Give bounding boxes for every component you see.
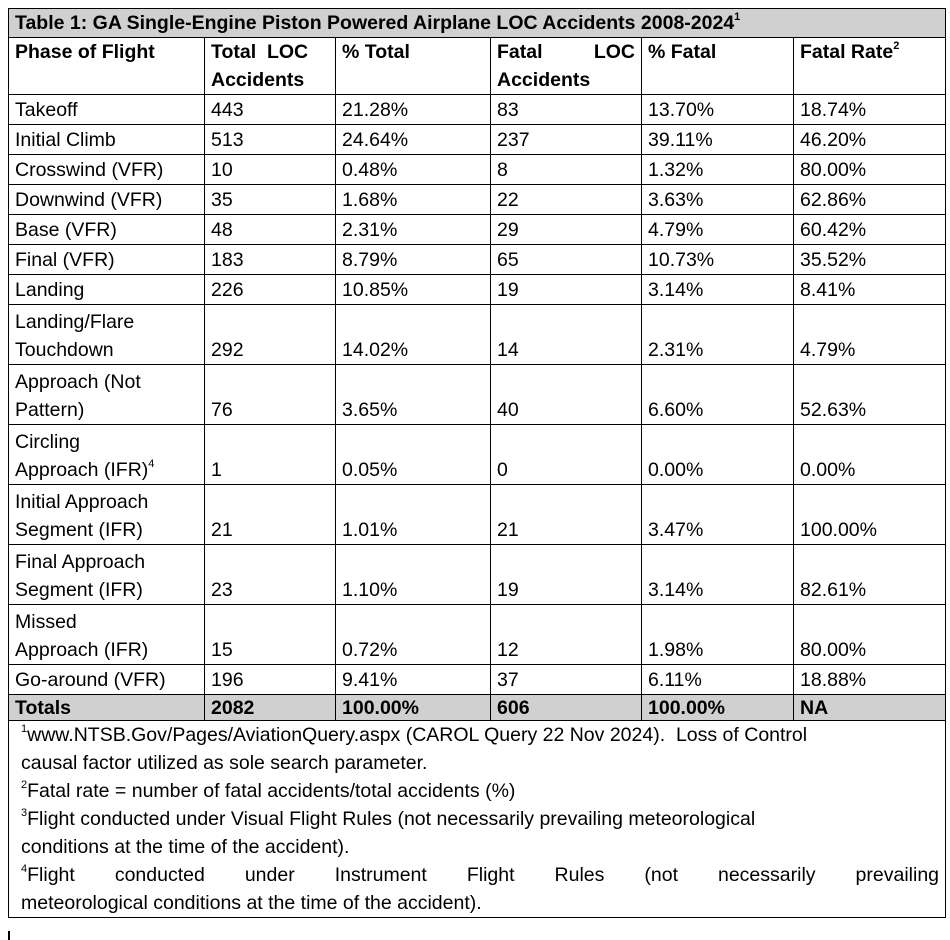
title-footnote-marker: 1 bbox=[734, 11, 741, 23]
total-cell: 513 bbox=[205, 125, 336, 155]
totals-pct-total: 100.00% bbox=[336, 695, 491, 721]
fatal-rate-cell: 80.00% bbox=[794, 605, 946, 665]
header-fatal-line2: Accidents bbox=[497, 69, 591, 91]
pct-fatal-cell: 3.63% bbox=[642, 185, 794, 215]
header-phase bbox=[9, 38, 205, 95]
header-fatal-rate bbox=[794, 38, 946, 95]
footnote-marker: 3 bbox=[21, 807, 28, 819]
total-cell: 23 bbox=[205, 545, 336, 605]
header-fatal bbox=[491, 38, 642, 95]
table-row bbox=[9, 245, 946, 275]
footnote-text-cont: causal factor utilized as sole search parameter. bbox=[21, 752, 428, 774]
ifr-footnote-marker: 4 bbox=[148, 458, 155, 470]
footnote-1 bbox=[21, 721, 939, 777]
pct-total-cell: 9.41% bbox=[336, 665, 491, 695]
pct-total-cell: 10.85% bbox=[336, 275, 491, 305]
phase-cell: Base (VFR) bbox=[9, 215, 205, 245]
table-row bbox=[9, 485, 946, 545]
header-phase-text: Phase of Flight bbox=[15, 41, 155, 63]
table-row bbox=[9, 155, 946, 185]
pct-total-cell: 1.68% bbox=[336, 185, 491, 215]
fatal-cell: 29 bbox=[491, 215, 642, 245]
footnote-marker: 4 bbox=[21, 863, 28, 875]
pct-total-cell: 1.10% bbox=[336, 545, 491, 605]
footnote-line bbox=[21, 861, 939, 889]
pct-total-cell: 1.01% bbox=[336, 485, 491, 545]
totals-fatal-rate: NA bbox=[794, 695, 946, 721]
phase-line2-text: Approach (IFR) bbox=[15, 459, 149, 481]
phase-line2 bbox=[15, 456, 198, 484]
border-tail bbox=[8, 931, 10, 940]
table-row bbox=[9, 425, 946, 485]
pct-fatal-cell: 4.79% bbox=[642, 215, 794, 245]
total-cell: 48 bbox=[205, 215, 336, 245]
phase-cell: Go-around (VFR) bbox=[9, 665, 205, 695]
fatal-rate-cell: 52.63% bbox=[794, 365, 946, 425]
fatal-rate-cell: 4.79% bbox=[794, 305, 946, 365]
footnote-text: www.NTSB.Gov/Pages/AviationQuery.aspx (CAROL Query 22 Nov 2024). Loss of Control bbox=[27, 724, 808, 746]
fatal-cell: 237 bbox=[491, 125, 642, 155]
total-cell: 76 bbox=[205, 365, 336, 425]
header-pct-total bbox=[336, 38, 491, 95]
header-fatal-word2: LOC bbox=[593, 41, 635, 63]
phase-cell: Landing bbox=[9, 275, 205, 305]
footnote-3 bbox=[21, 805, 939, 861]
pct-total-cell: 0.05% bbox=[336, 425, 491, 485]
pct-fatal-cell: 6.60% bbox=[642, 365, 794, 425]
table-row bbox=[9, 305, 946, 365]
pct-fatal-cell: 13.70% bbox=[642, 95, 794, 125]
phase-line2: Segment (IFR) bbox=[15, 579, 143, 601]
footnote-text-cont: meteorological conditions at the time of the accident). bbox=[21, 892, 482, 914]
fatal-cell: 12 bbox=[491, 605, 642, 665]
footnote-4 bbox=[21, 861, 939, 917]
pct-total-cell: 0.48% bbox=[336, 155, 491, 185]
header-pct-fatal-text: % Fatal bbox=[648, 41, 717, 63]
fatal-cell: 19 bbox=[491, 275, 642, 305]
table-row bbox=[9, 125, 946, 155]
footnote-2 bbox=[21, 777, 939, 805]
phase-line1 bbox=[15, 368, 198, 396]
phase-cell bbox=[9, 365, 205, 425]
phase-cell bbox=[9, 425, 205, 485]
footnotes-row bbox=[9, 721, 946, 918]
fatal-rate-cell: 8.41% bbox=[794, 275, 946, 305]
phase-cell bbox=[9, 485, 205, 545]
header-pct-total-text: % Total bbox=[342, 41, 410, 63]
fatal-rate-cell: 46.20% bbox=[794, 125, 946, 155]
phase-line1-text: Approach (Not bbox=[15, 371, 141, 393]
pct-total-cell: 3.65% bbox=[336, 365, 491, 425]
footnote-text: Flight conducted under Visual Flight Rules (not necessarily prevailing meteorological bbox=[27, 808, 756, 830]
total-cell: 35 bbox=[205, 185, 336, 215]
phase-cell: Crosswind (VFR) bbox=[9, 155, 205, 185]
phase-cell bbox=[9, 545, 205, 605]
header-pct-fatal bbox=[642, 38, 794, 95]
table-title bbox=[9, 9, 946, 38]
table-row bbox=[9, 365, 946, 425]
fatal-cell: 21 bbox=[491, 485, 642, 545]
phase-line1: Circling bbox=[15, 431, 81, 453]
fatal-rate-cell: 18.88% bbox=[794, 665, 946, 695]
footnote-text: Fatal rate = number of fatal accidents/total accidents (%) bbox=[27, 780, 516, 802]
phase-line1: Missed bbox=[15, 611, 77, 633]
table-row bbox=[9, 185, 946, 215]
total-cell: 292 bbox=[205, 305, 336, 365]
fatal-rate-cell: 35.52% bbox=[794, 245, 946, 275]
totals-pct-fatal: 100.00% bbox=[642, 695, 794, 721]
total-cell: 15 bbox=[205, 605, 336, 665]
pct-total-cell: 2.31% bbox=[336, 215, 491, 245]
fatal-cell: 14 bbox=[491, 305, 642, 365]
pct-total-cell: 0.72% bbox=[336, 605, 491, 665]
footnote-text-cont: conditions at the time of the accident). bbox=[21, 836, 350, 858]
total-cell: 196 bbox=[205, 665, 336, 695]
fatal-cell: 8 bbox=[491, 155, 642, 185]
loc-accidents-table bbox=[8, 8, 946, 918]
totals-label: Totals bbox=[9, 695, 205, 721]
phase-line2: Pattern) bbox=[15, 399, 85, 421]
pct-fatal-cell: 39.11% bbox=[642, 125, 794, 155]
totals-fatal: 606 bbox=[491, 695, 642, 721]
fatal-rate-cell: 18.74% bbox=[794, 95, 946, 125]
pct-total-cell: 21.28% bbox=[336, 95, 491, 125]
total-cell: 10 bbox=[205, 155, 336, 185]
fatal-rate-cell: 80.00% bbox=[794, 155, 946, 185]
header-total-line2: Accidents bbox=[211, 69, 305, 91]
fatal-cell: 0 bbox=[491, 425, 642, 485]
pct-fatal-cell: 6.11% bbox=[642, 665, 794, 695]
footnote-marker: 1 bbox=[21, 723, 28, 735]
footnote-line bbox=[21, 805, 755, 833]
fatal-cell: 65 bbox=[491, 245, 642, 275]
pct-total-cell: 24.64% bbox=[336, 125, 491, 155]
phase-cell: Final (VFR) bbox=[9, 245, 205, 275]
fatal-cell: 37 bbox=[491, 665, 642, 695]
phase-cell bbox=[9, 605, 205, 665]
total-cell: 1 bbox=[205, 425, 336, 485]
fatal-rate-cell: 100.00% bbox=[794, 485, 946, 545]
header-fatal-rate-text: Fatal Rate bbox=[800, 41, 894, 63]
pct-fatal-cell: 3.47% bbox=[642, 485, 794, 545]
total-cell: 226 bbox=[205, 275, 336, 305]
phase-line2: Touchdown bbox=[15, 339, 114, 361]
fatal-rate-cell: 60.42% bbox=[794, 215, 946, 245]
table-row bbox=[9, 665, 946, 695]
phase-cell: Takeoff bbox=[9, 95, 205, 125]
pct-total-cell: 8.79% bbox=[336, 245, 491, 275]
table-row bbox=[9, 275, 946, 305]
fatal-rate-cell: 0.00% bbox=[794, 425, 946, 485]
header-fatal-word1: Fatal bbox=[497, 41, 543, 63]
header-total bbox=[205, 38, 336, 95]
phase-cell: Initial Climb bbox=[9, 125, 205, 155]
phase-line1: Final Approach bbox=[15, 551, 146, 573]
table-row bbox=[9, 545, 946, 605]
pct-fatal-cell: 10.73% bbox=[642, 245, 794, 275]
pct-fatal-cell: 3.14% bbox=[642, 275, 794, 305]
pct-fatal-cell: 2.31% bbox=[642, 305, 794, 365]
phase-line2: Approach (IFR) bbox=[15, 639, 149, 661]
pct-fatal-cell: 3.14% bbox=[642, 545, 794, 605]
table-row bbox=[9, 605, 946, 665]
header-row bbox=[9, 38, 946, 95]
table-row bbox=[9, 215, 946, 245]
pct-fatal-cell: 1.98% bbox=[642, 605, 794, 665]
table-row bbox=[9, 95, 946, 125]
totals-total: 2082 bbox=[205, 695, 336, 721]
fatal-cell: 83 bbox=[491, 95, 642, 125]
phase-line1: Initial Approach bbox=[15, 491, 149, 513]
phase-cell: Downwind (VFR) bbox=[9, 185, 205, 215]
phase-cell bbox=[9, 305, 205, 365]
pct-fatal-cell: 1.32% bbox=[642, 155, 794, 185]
pct-total-cell: 14.02% bbox=[336, 305, 491, 365]
fatal-cell: 22 bbox=[491, 185, 642, 215]
table-title-text: Table 1: GA Single-Engine Piston Powered Airplane LOC Accidents 2008-2024 bbox=[15, 12, 735, 34]
footnote-text: Flight conducted under Instrument Flight Rules (not necessarily prevailing bbox=[27, 864, 940, 886]
total-cell: 21 bbox=[205, 485, 336, 545]
fatal-cell: 40 bbox=[491, 365, 642, 425]
fatal-cell: 19 bbox=[491, 545, 642, 605]
pct-fatal-cell: 0.00% bbox=[642, 425, 794, 485]
phase-line1: Landing/Flare bbox=[15, 311, 135, 333]
fatal-rate-cell: 82.61% bbox=[794, 545, 946, 605]
fatal-rate-footnote-marker: 2 bbox=[893, 40, 900, 52]
header-total-line1: Total LOC bbox=[211, 41, 309, 63]
footnotes bbox=[9, 721, 946, 918]
footnote-marker: 2 bbox=[21, 779, 28, 791]
total-cell: 443 bbox=[205, 95, 336, 125]
fatal-rate-cell: 62.86% bbox=[794, 185, 946, 215]
phase-line2: Segment (IFR) bbox=[15, 519, 143, 541]
totals-row bbox=[9, 695, 946, 721]
total-cell: 183 bbox=[205, 245, 336, 275]
